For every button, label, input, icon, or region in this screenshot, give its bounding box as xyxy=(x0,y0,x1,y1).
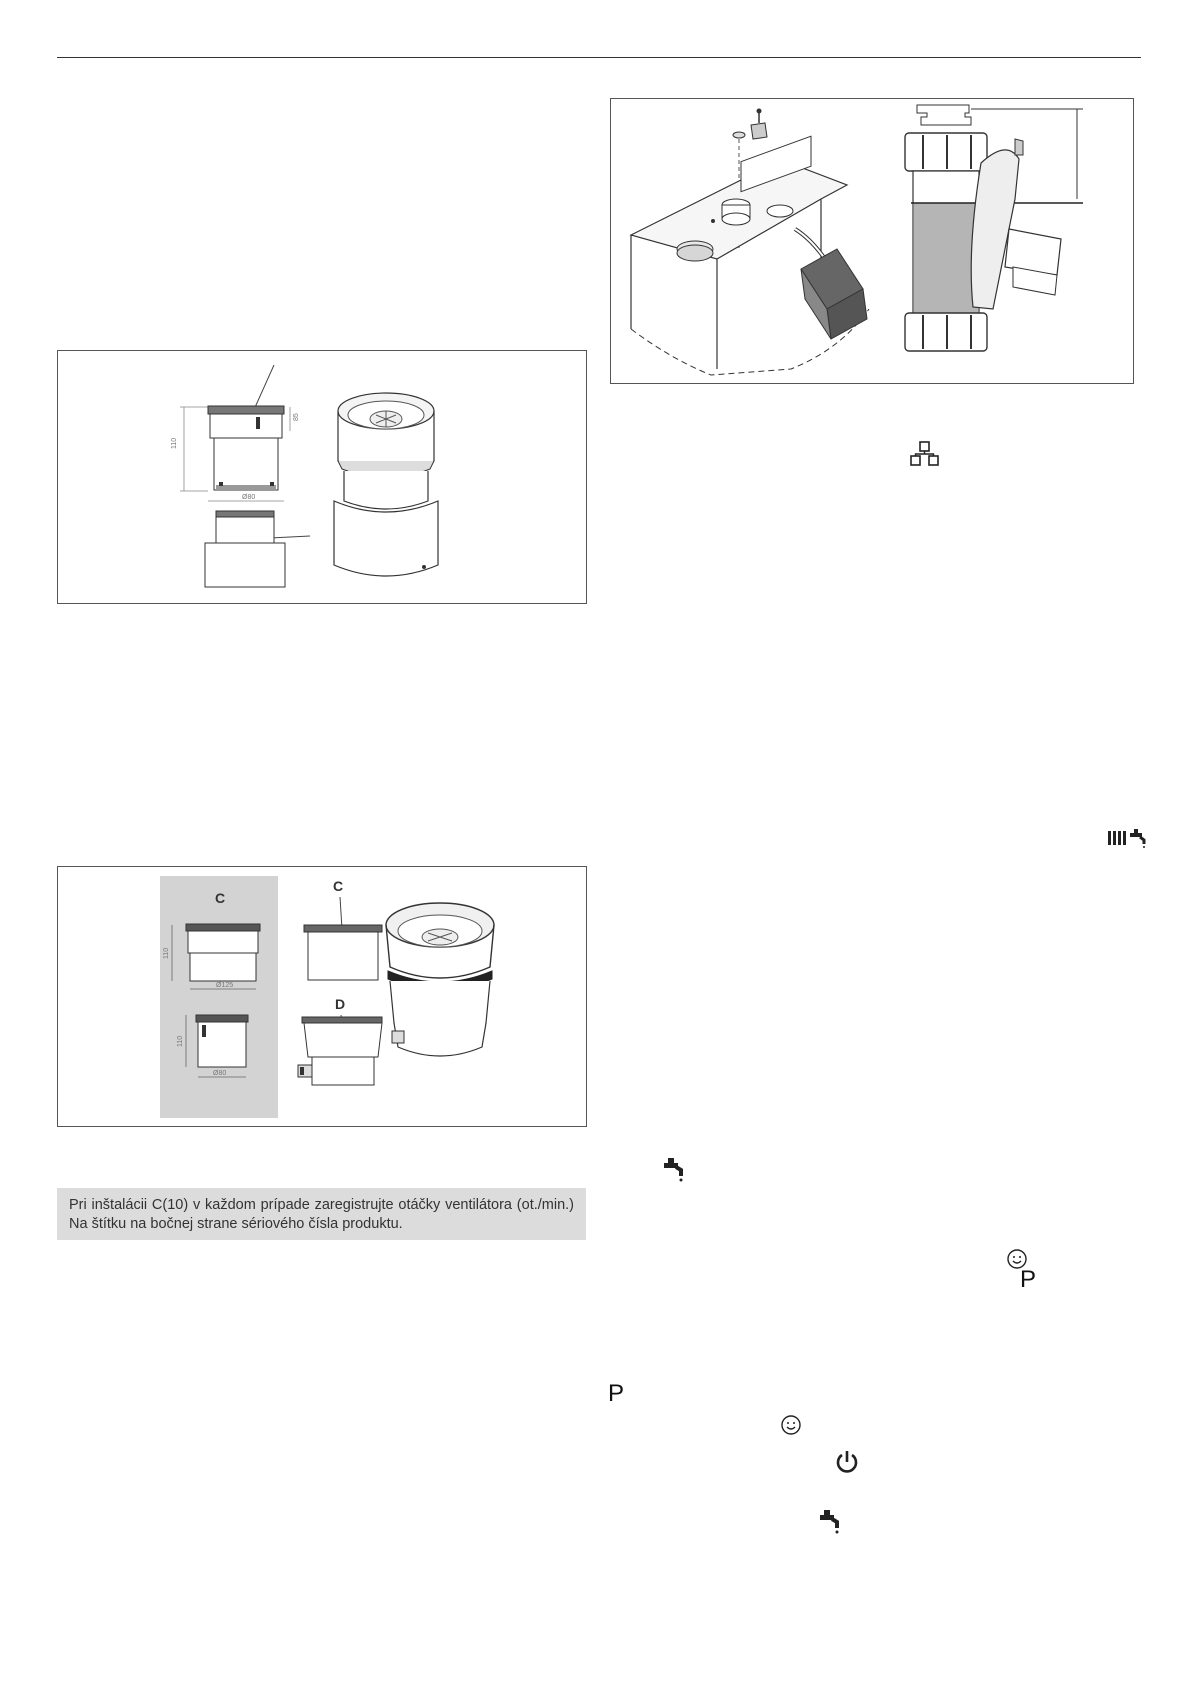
label-c-right: C xyxy=(332,878,344,894)
figure-boiler-siphon xyxy=(610,98,1134,384)
boiler-siphon-drawing xyxy=(611,99,1133,383)
tap-icon-2 xyxy=(818,1508,844,1534)
figure-flue-adapter xyxy=(57,350,587,604)
label-c-left: C xyxy=(214,890,226,906)
note-text: Pri inštalácii C(10) v každom prípade zaregistrujte otáčky ventilátora (ot./min.) Na štítku na bočnej strane sériového čísla produktu. xyxy=(69,1197,574,1232)
adapters-drawing xyxy=(58,867,586,1126)
p-symbol-left: P xyxy=(608,1380,625,1407)
dim-d-height: 110 xyxy=(177,1035,184,1047)
dim-collar: 85 xyxy=(293,413,300,421)
flue-adapter-drawing xyxy=(58,351,586,603)
tap-icon xyxy=(662,1156,688,1182)
figure-adapters-c-d xyxy=(57,866,587,1127)
dim-d-diameter: Ø80 xyxy=(213,1070,227,1077)
header-rule xyxy=(57,57,1141,58)
power-icon xyxy=(834,1449,860,1475)
note-box xyxy=(57,1188,586,1240)
p-symbol-right: P xyxy=(1020,1266,1037,1293)
radiator-tap-icon xyxy=(1107,828,1147,848)
dim-c-height: 110 xyxy=(163,947,170,959)
comfort-smiley-icon-2 xyxy=(780,1414,802,1436)
dim-c-diameter: Ø125 xyxy=(216,982,234,989)
dim-diameter: Ø80 xyxy=(242,494,256,501)
label-d: D xyxy=(334,996,346,1012)
dim-height: 110 xyxy=(171,437,178,449)
network-icon xyxy=(910,441,940,467)
